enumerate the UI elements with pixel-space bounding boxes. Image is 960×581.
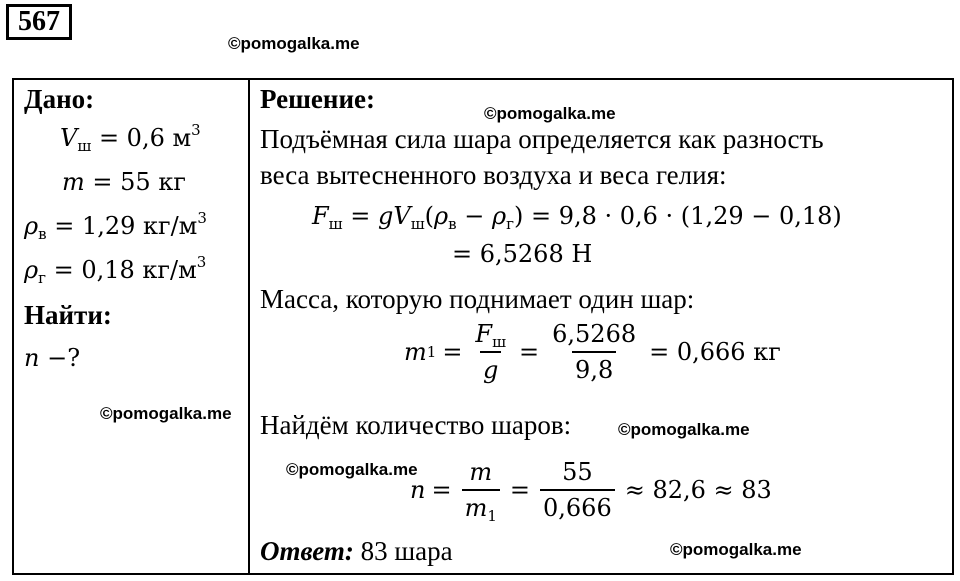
- find-unknown: [24, 344, 80, 372]
- find-heading: Найти:: [24, 300, 112, 330]
- watermark: ©pomogalka.me: [228, 34, 360, 53]
- equals: =: [431, 476, 452, 504]
- given-rho-air: [24, 209, 207, 243]
- force-equation: [312, 202, 842, 233]
- watermark: ©pomogalka.me: [100, 404, 232, 423]
- m-symbol: m: [469, 458, 493, 486]
- rho-he-value: = 0,18 кг/м: [53, 256, 197, 284]
- count-result: ≈ 82,6 ≈ 83: [624, 476, 772, 504]
- rho-air-symbol: ρ: [24, 212, 39, 240]
- volume-symbol: V: [60, 124, 78, 152]
- m1-symbol: m: [404, 338, 427, 366]
- equals: =: [519, 338, 540, 366]
- force-expansion: ) = 9,8 · 0,6 · (1,29 − 0,18): [513, 202, 842, 230]
- watermark: ©pomogalka.me: [670, 540, 802, 559]
- mass-result: = 0,666 кг: [649, 338, 781, 366]
- f-symbol: F: [475, 320, 493, 348]
- rho-air-exp: 3: [197, 209, 207, 227]
- n-symbol: n: [410, 476, 426, 504]
- answer: [260, 536, 453, 567]
- given-volume: [60, 121, 201, 155]
- force-sub: ш: [328, 215, 343, 233]
- solution-line-1: Подъёмная сила шара определяется как разность: [260, 124, 824, 154]
- given-mass: [62, 168, 186, 196]
- g-symbol: g: [480, 351, 501, 384]
- volume-sub: ш: [77, 137, 92, 155]
- fraction-numeric: [549, 320, 639, 384]
- given-rho-he: [24, 253, 207, 287]
- unknown-value: −?: [47, 344, 81, 372]
- equals: =: [350, 202, 371, 230]
- watermark: ©pomogalka.me: [484, 104, 616, 123]
- fraction-f-over-g: [472, 320, 509, 384]
- mass-value: = 55 кг: [92, 168, 186, 196]
- rho-he-symbol: ρ: [492, 202, 507, 230]
- f-sub: ш: [492, 333, 507, 351]
- rho-air-value: = 1,29 кг/м: [54, 212, 198, 240]
- count-text: Найдём количество шаров:: [260, 410, 572, 440]
- mass-equation: m 1 = $\frac{F_ш}{g}$ = $\frac{6,5268}{9,8}$ = 0,666 кг: [404, 320, 781, 384]
- m1-sub: 1: [487, 507, 497, 525]
- rho-he-sub: г: [38, 269, 46, 287]
- answer-label: Ответ:: [260, 536, 354, 566]
- frac-denominator: 0,666: [540, 489, 615, 522]
- watermark: ©pomogalka.me: [286, 460, 418, 479]
- rho-he-exp: 3: [196, 253, 207, 271]
- rho-air-symbol: ρ: [434, 202, 449, 230]
- v-sub: ш: [410, 215, 425, 233]
- equals: =: [442, 338, 463, 366]
- problem-number: 567: [6, 4, 72, 40]
- frac-numerator: 55: [562, 458, 593, 486]
- minus: −: [464, 202, 485, 230]
- unknown-symbol: n: [24, 344, 40, 372]
- fraction-m-over-m1: [462, 458, 500, 525]
- frac-denominator: 9,8: [572, 351, 616, 384]
- m1-symbol: m: [464, 494, 488, 522]
- given-heading: Дано:: [24, 84, 95, 114]
- volume-exp: 3: [191, 121, 201, 139]
- frac-numerator: 6,5268: [552, 320, 637, 348]
- fraction-count: [540, 458, 615, 522]
- rho-he-symbol: ρ: [24, 256, 39, 284]
- rho-he-sub: г: [506, 215, 514, 233]
- g-symbol: g: [378, 202, 394, 230]
- mass-symbol: m: [62, 168, 85, 196]
- mass-text: Масса, которую поднимает один шар:: [260, 284, 695, 314]
- force-result: = 6,5268 Н: [452, 240, 593, 268]
- force-symbol: F: [312, 202, 329, 230]
- rho-air-sub: в: [448, 215, 457, 233]
- open-paren: (: [424, 202, 435, 230]
- answer-value: 83 шара: [360, 536, 453, 566]
- equals: =: [509, 476, 530, 504]
- rho-air-sub: в: [38, 225, 47, 243]
- volume-value: = 0,6 м: [98, 124, 192, 152]
- column-divider: [248, 78, 250, 575]
- count-equation: [410, 452, 772, 528]
- solution-line-2: веса вытесненного воздуха и веса гелия:: [260, 160, 727, 190]
- watermark: ©pomogalka.me: [618, 420, 750, 439]
- solution-heading: Решение:: [260, 84, 375, 114]
- v-symbol: V: [393, 202, 411, 230]
